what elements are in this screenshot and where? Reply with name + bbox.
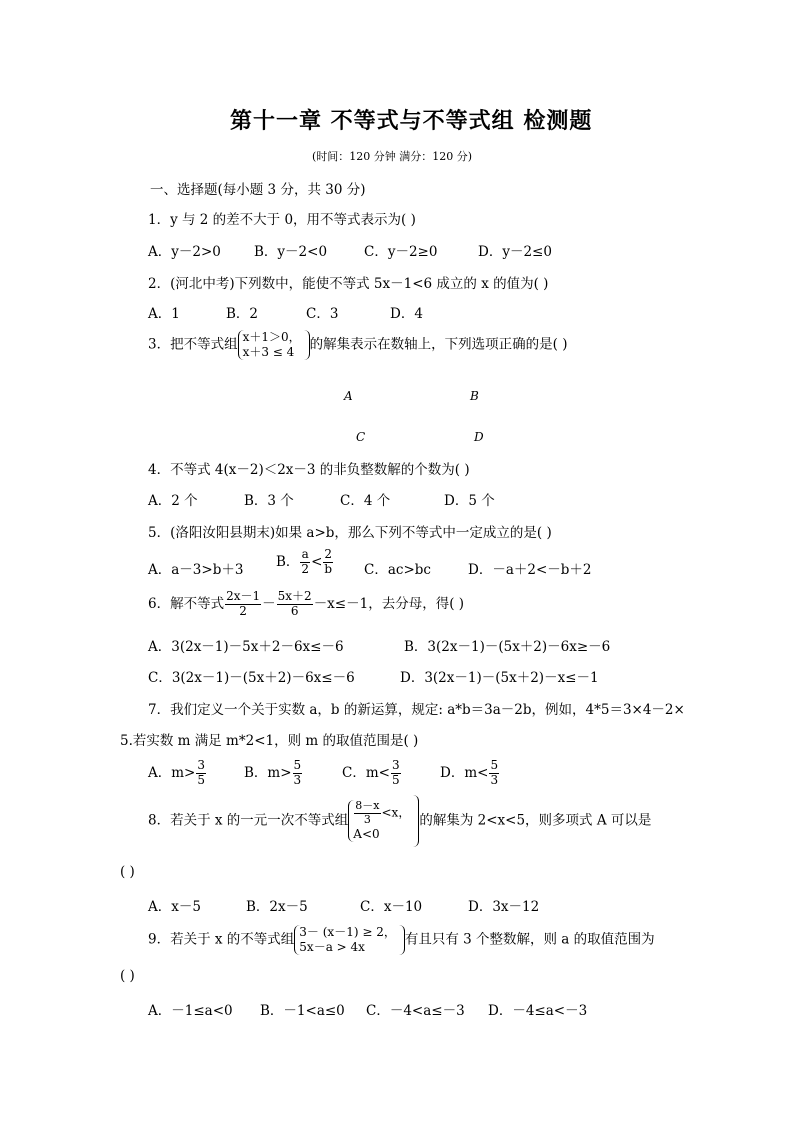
q8-option-c: C．x－10	[360, 899, 423, 915]
q9-option-d: D．－4≤a<－3	[488, 1003, 588, 1019]
q8-answer-paren: ( )	[120, 864, 135, 880]
q4-option-c: C．4 个	[340, 493, 391, 509]
q3-figure-b: B	[470, 389, 479, 403]
q8-pre: 8．若关于 x 的一元一次不等式组	[148, 812, 349, 829]
q9-stem	[148, 925, 655, 955]
q3-ineq-2: x＋3 ≤ 4	[242, 345, 295, 359]
q5-b-fraction-1: $\frac{a}{2}$	[301, 547, 310, 576]
q8-option-a: A．x－5	[148, 899, 201, 915]
q4-stem: 4．不等式 4(x－2)＜2x－3 的非负整数解的个数为( )	[148, 462, 470, 478]
q1-option-d: D．y－2≤0	[478, 244, 552, 260]
q9-option-a: A．－1≤a<0	[148, 1003, 233, 1019]
q5-b-label: B．	[276, 553, 300, 570]
q6-fraction-1: $\frac{2x-1}{2}$	[226, 589, 261, 618]
q5-option-c: C．ac>bc	[364, 562, 431, 578]
q3-post: 的解集表示在数轴上，下列选项正确的是( )	[309, 336, 568, 353]
q5-option-b	[276, 548, 334, 577]
q3-figure-c: C	[356, 430, 366, 444]
q5-option-a: A．a－3>b＋3	[148, 562, 244, 578]
q7-option-d: D．m< $\frac{5}{3}$	[440, 758, 499, 787]
q3-pre: 3．把不等式组	[148, 336, 238, 353]
q4-option-b: B．3 个	[244, 493, 294, 509]
q6-option-d: D．3(2x－1)－(5x＋2)－x≤－1	[400, 670, 599, 686]
q9-answer-paren: ( )	[120, 968, 135, 984]
q7-line-1: 7．我们定义一个关于实数 a，b 的新运算，规定: a*b＝3a－2b，例如，4*5＝3×4－2×	[148, 702, 685, 718]
q6-post: －x≤－1，去分母，得( )	[313, 595, 465, 612]
q3-system	[238, 330, 304, 360]
q3-figure-d: D	[474, 430, 484, 444]
q2-option-c: C．3	[306, 306, 339, 322]
q2-stem: 2．(河北中考)下列数中，能使不等式 5x－1<6 成立的 x 的值为( )	[148, 276, 549, 292]
q4-option-a: A．2 个	[148, 493, 198, 509]
q6-stem	[148, 590, 464, 619]
q2-option-a: A．1	[148, 306, 180, 322]
q6-option-a: A．3(2x－1)－5x＋2－6x≤－6	[148, 639, 344, 655]
q8-option-d: D．3x－12	[468, 899, 540, 915]
q9-option-c: C．－4<a≤－3	[366, 1003, 465, 1019]
q7-option-a: A．m> $\frac{3}{5}$	[148, 758, 206, 787]
q1-option-c: C．y－2≥0	[364, 244, 438, 260]
q6-option-c: C．3(2x－1)－(5x＋2)－6x≤－6	[148, 670, 355, 686]
q6-option-b: B．3(2x－1)－(5x＋2)－6x≥－6	[404, 639, 611, 655]
q3-ineq-1: x＋1＞0，	[242, 330, 301, 344]
q5-stem: 5．(洛阳汝阳县期末)如果 a>b，那么下列不等式中一定成立的是( )	[148, 525, 552, 541]
page-title: 第十一章 不等式与不等式组 检测题	[230, 109, 593, 134]
q2-option-d: D．4	[390, 306, 423, 322]
q9-post: 有且只有 3 个整数解，则 a 的取值范围为	[404, 931, 655, 948]
q9-option-b: B．－1<a≤0	[260, 1003, 345, 1019]
q1-option-b: B．y－2<0	[254, 244, 328, 260]
q8-system: $\frac{8-x}{3}$ <x， A<0	[348, 800, 413, 841]
q5-b-fraction-2: $\frac{2}{b}$	[324, 547, 333, 576]
q3-stem	[148, 330, 567, 360]
section-heading: 一、选择题(每小题 3 分，共 30 分)	[150, 182, 366, 198]
q3-figure-a: A	[344, 389, 353, 403]
q6-fraction-2: $\frac{5x+2}{6}$	[277, 589, 312, 618]
q7-option-c: C．m< $\frac{3}{5}$	[342, 758, 400, 787]
q8-post: 的解集为 2<x<5，则多项式 A 可以是	[419, 812, 652, 829]
q8-option-b: B．2x－5	[246, 899, 308, 915]
q1-option-a: A．y－2>0	[148, 244, 221, 260]
q5-option-d: D．－a＋2<－b＋2	[468, 562, 592, 578]
q6-pre: 6．解不等式	[148, 595, 225, 612]
q8-stem	[148, 795, 651, 847]
q9-system: 3－ (x－1) ≥ 2， 5x－a > 4x	[294, 925, 399, 955]
q9-pre: 9．若关于 x 的不等式组	[148, 931, 295, 948]
q4-option-d: D．5 个	[444, 493, 495, 509]
q6-minus: －	[262, 595, 276, 612]
page-subtitle: (时间：120 分钟 满分：120 分)	[312, 150, 473, 163]
q2-option-b: B．2	[226, 306, 259, 322]
q7-option-b: B．m> $\frac{5}{3}$	[244, 758, 302, 787]
q1-stem: 1．y 与 2 的差不大于 0，用不等式表示为( )	[148, 212, 416, 228]
q7-line-2: 5.若实数 m 满足 m*2<1，则 m 的取值范围是( )	[120, 733, 419, 749]
q5-b-relation: <	[311, 553, 323, 570]
